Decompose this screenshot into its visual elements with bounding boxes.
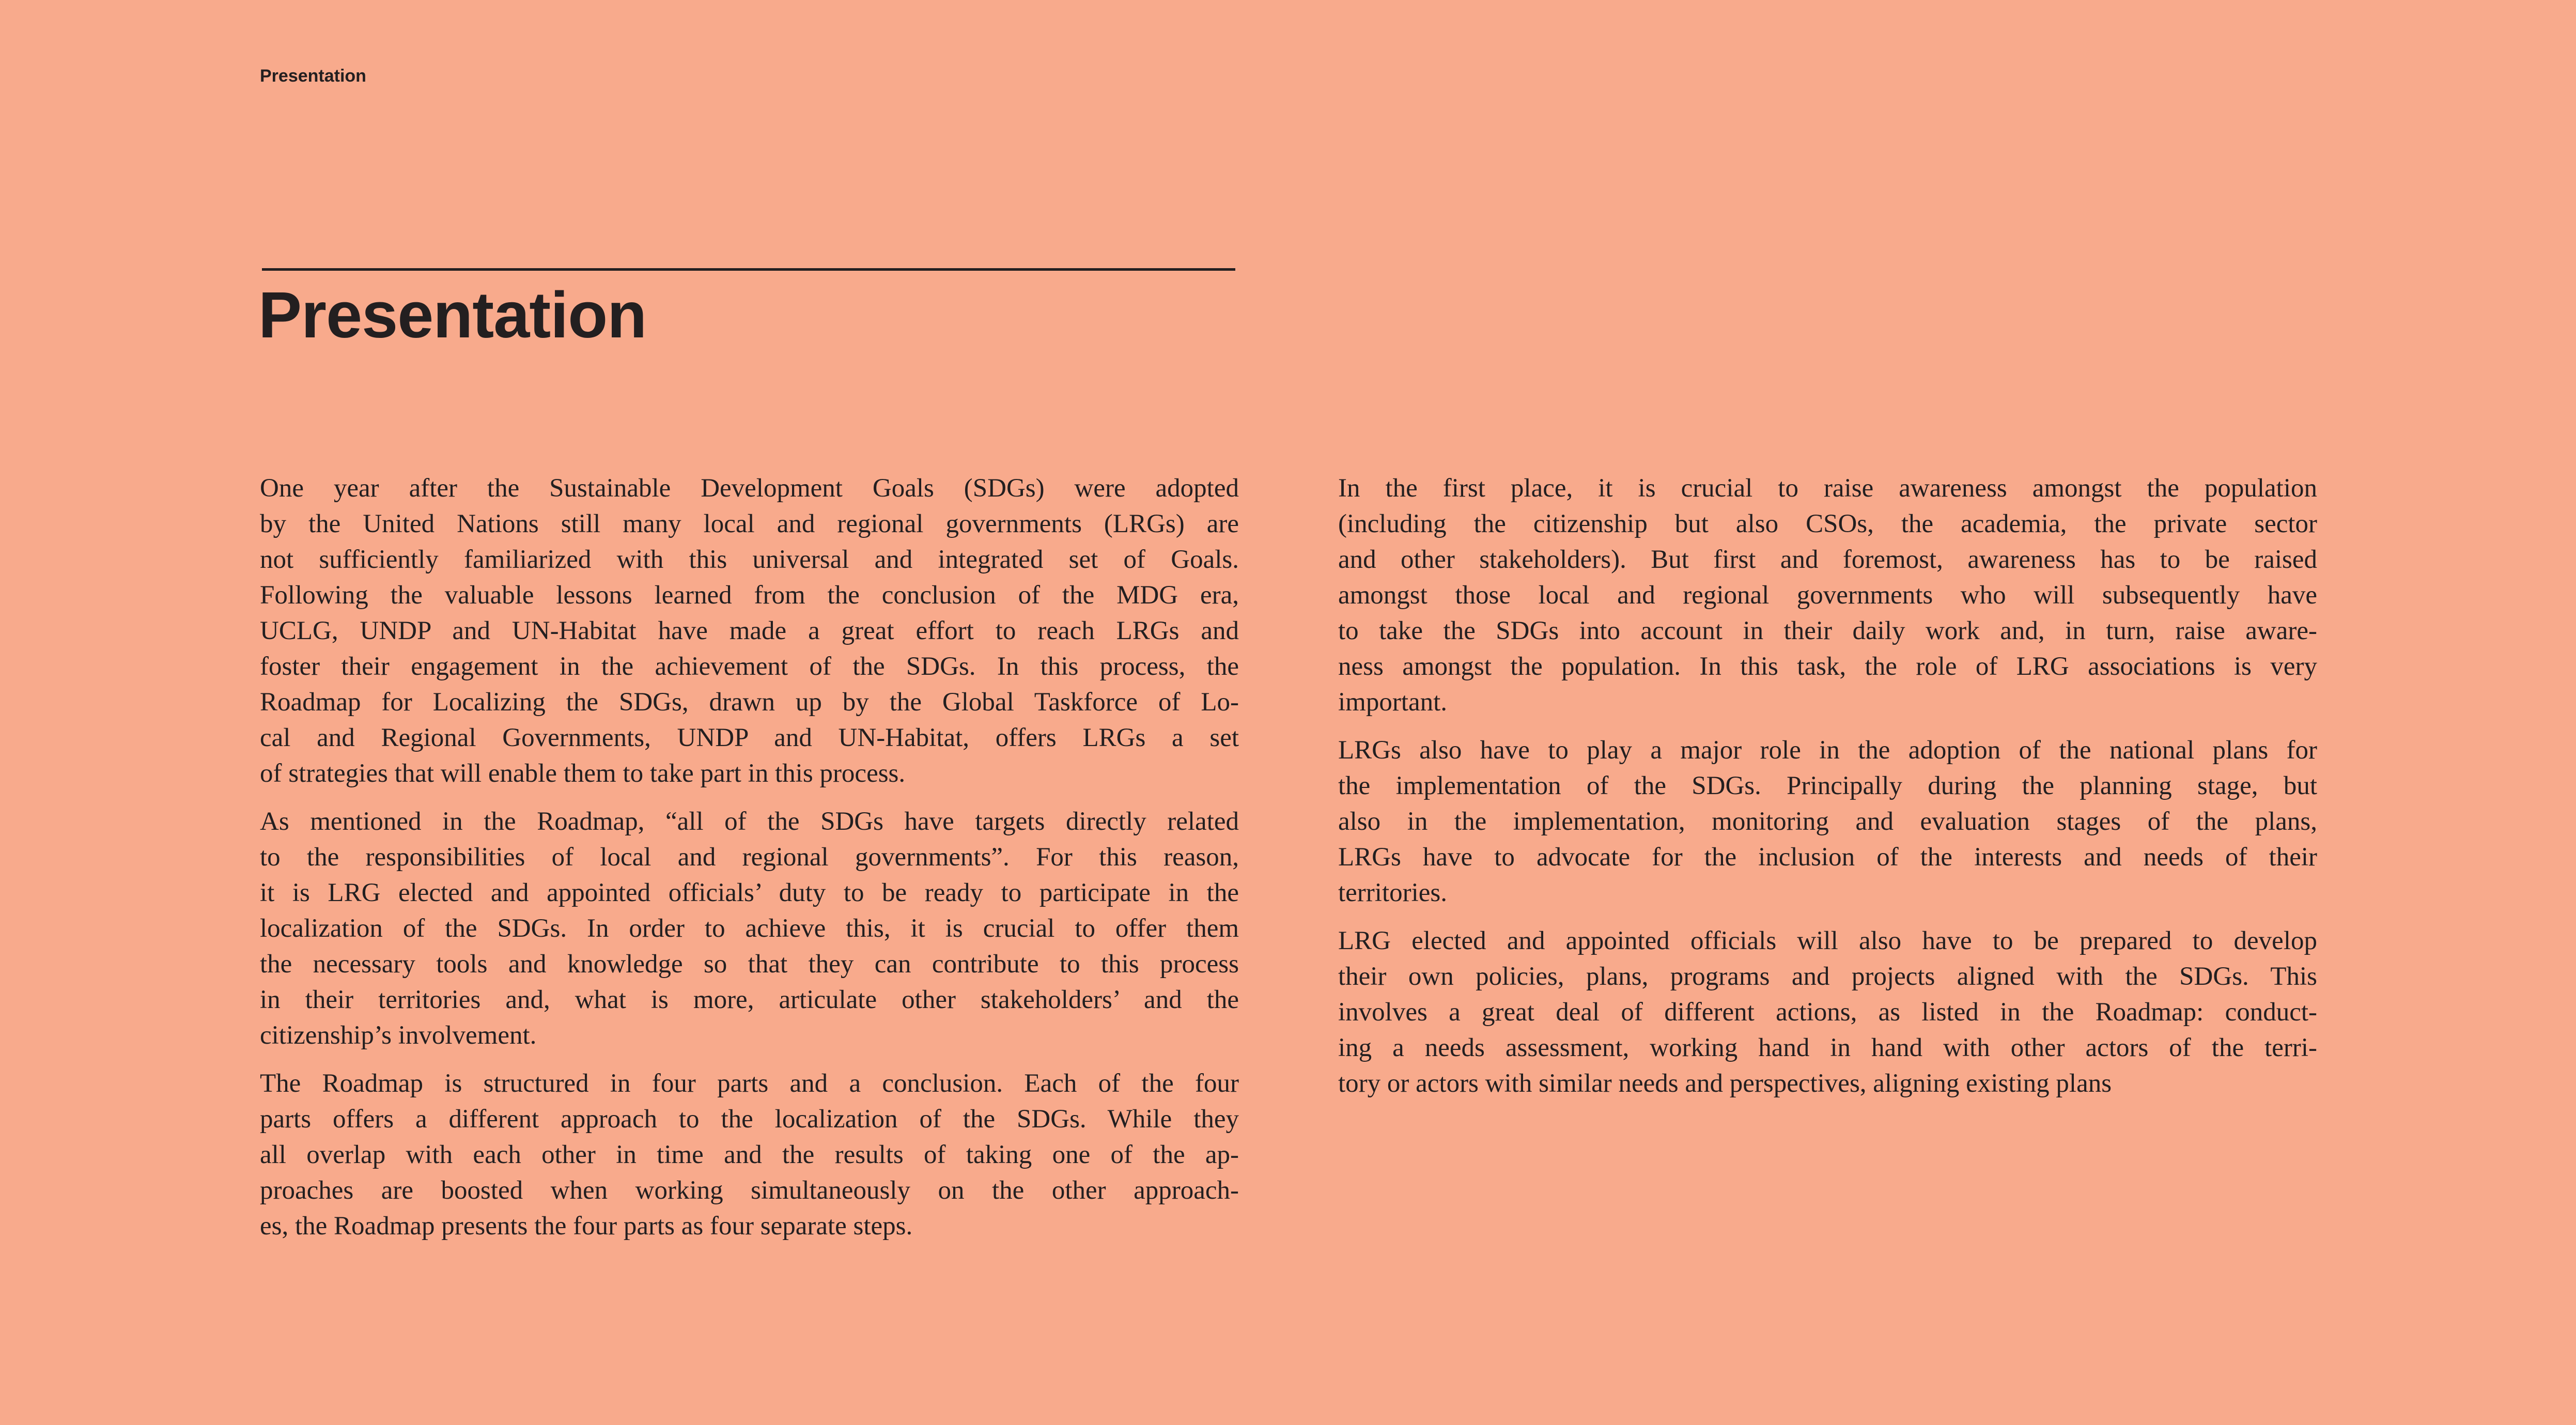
text-line: involves a great deal of different actions, as listed in the Roadmap: conduct-	[1338, 998, 2317, 1027]
text-line: their own policies, plans, programs and projects aligned with the SDGs. This	[1338, 962, 2317, 991]
text-line: proaches are boosted when working simultaneously on the other approach-	[260, 1176, 1239, 1205]
text-line: As mentioned in the Roadmap, “all of the SDGs have targets directly related	[260, 807, 1239, 836]
paragraph	[260, 471, 1239, 792]
text-line: ness amongst the population. In this task, the role of LRG associations is very	[1338, 652, 2317, 681]
text-line: also in the implementation, monitoring and evaluation stages of the plans,	[1338, 807, 2317, 836]
text-line: Following the valuable lessons learned from the conclusion of the MDG era,	[260, 581, 1239, 610]
text-line: the necessary tools and knowledge so that they can contribute to this process	[260, 950, 1239, 979]
text-line: important.	[1338, 688, 1448, 717]
text-line: amongst those local and regional governments who will subsequently have	[1338, 581, 2317, 610]
text-line: of strategies that will enable them to take part in this process.	[260, 759, 906, 788]
text-line: to take the SDGs into account in their daily work and, in turn, raise aware-	[1338, 616, 2317, 645]
text-line: the implementation of the SDGs. Principally during the planning stage, but	[1338, 771, 2317, 800]
text-line: not sufficiently familiarized with this universal and integrated set of Goals.	[260, 545, 1239, 574]
text-line: cal and Regional Governments, UNDP and UN-Habitat, offers LRGs a set	[260, 723, 1239, 752]
title-rule	[262, 268, 1235, 271]
text-line: and other stakeholders). But first and foremost, awareness has to be raised	[1338, 545, 2317, 574]
text-line: in their territories and, what is more, articulate other stakeholders’ and the	[260, 985, 1239, 1014]
text-column-left	[260, 471, 1239, 1257]
text-line: es, the Roadmap presents the four parts as four separate steps.	[260, 1212, 913, 1241]
text-line: ing a needs assessment, working hand in hand with other actors of the terri-	[1338, 1033, 2317, 1062]
running-head: Presentation	[260, 66, 366, 86]
text-line: foster their engagement in the achievement of the SDGs. In this process, the	[260, 652, 1239, 681]
text-column-right	[1338, 471, 2317, 1114]
paragraph	[1338, 923, 2317, 1102]
text-line: LRGs also have to play a major role in the adoption of the national plans for	[1338, 736, 2317, 765]
paragraph	[1338, 733, 2317, 911]
text-line: to the responsibilities of local and regional governments”. For this reason,	[260, 843, 1239, 872]
text-line: tory or actors with similar needs and perspectives, aligning existing plans	[1338, 1069, 2112, 1098]
text-line: One year after the Sustainable Development Goals (SDGs) were adopted	[260, 474, 1239, 503]
text-line: it is LRG elected and appointed officials’ duty to be ready to participate in the	[260, 878, 1239, 907]
text-line: In the first place, it is crucial to raise awareness amongst the population	[1338, 474, 2317, 503]
text-line: citizenship’s involvement.	[260, 1021, 537, 1050]
page-title: Presentation	[258, 278, 647, 351]
text-line: LRG elected and appointed officials will also have to be prepared to develop	[1338, 926, 2317, 955]
text-line: LRGs have to advocate for the inclusion of the interests and needs of their	[1338, 843, 2317, 872]
text-line: parts offers a different approach to the localization of the SDGs. While they	[260, 1105, 1239, 1134]
text-line: The Roadmap is structured in four parts and a conclusion. Each of the four	[260, 1069, 1239, 1098]
paragraph	[1338, 471, 2317, 720]
paragraph	[260, 1066, 1239, 1244]
text-line: all overlap with each other in time and the results of taking one of the ap-	[260, 1140, 1239, 1169]
text-line: by the United Nations still many local and regional governments (LRGs) are	[260, 509, 1239, 538]
paragraph	[260, 804, 1239, 1054]
text-line: Roadmap for Localizing the SDGs, drawn up by the Global Taskforce of Lo-	[260, 688, 1239, 717]
text-line: localization of the SDGs. In order to achieve this, it is crucial to offer them	[260, 914, 1239, 943]
text-line: (including the citizenship but also CSOs, the academia, the private sector	[1338, 509, 2317, 538]
text-line: territories.	[1338, 878, 1447, 907]
text-line: UCLG, UNDP and UN-Habitat have made a great effort to reach LRGs and	[260, 616, 1239, 645]
